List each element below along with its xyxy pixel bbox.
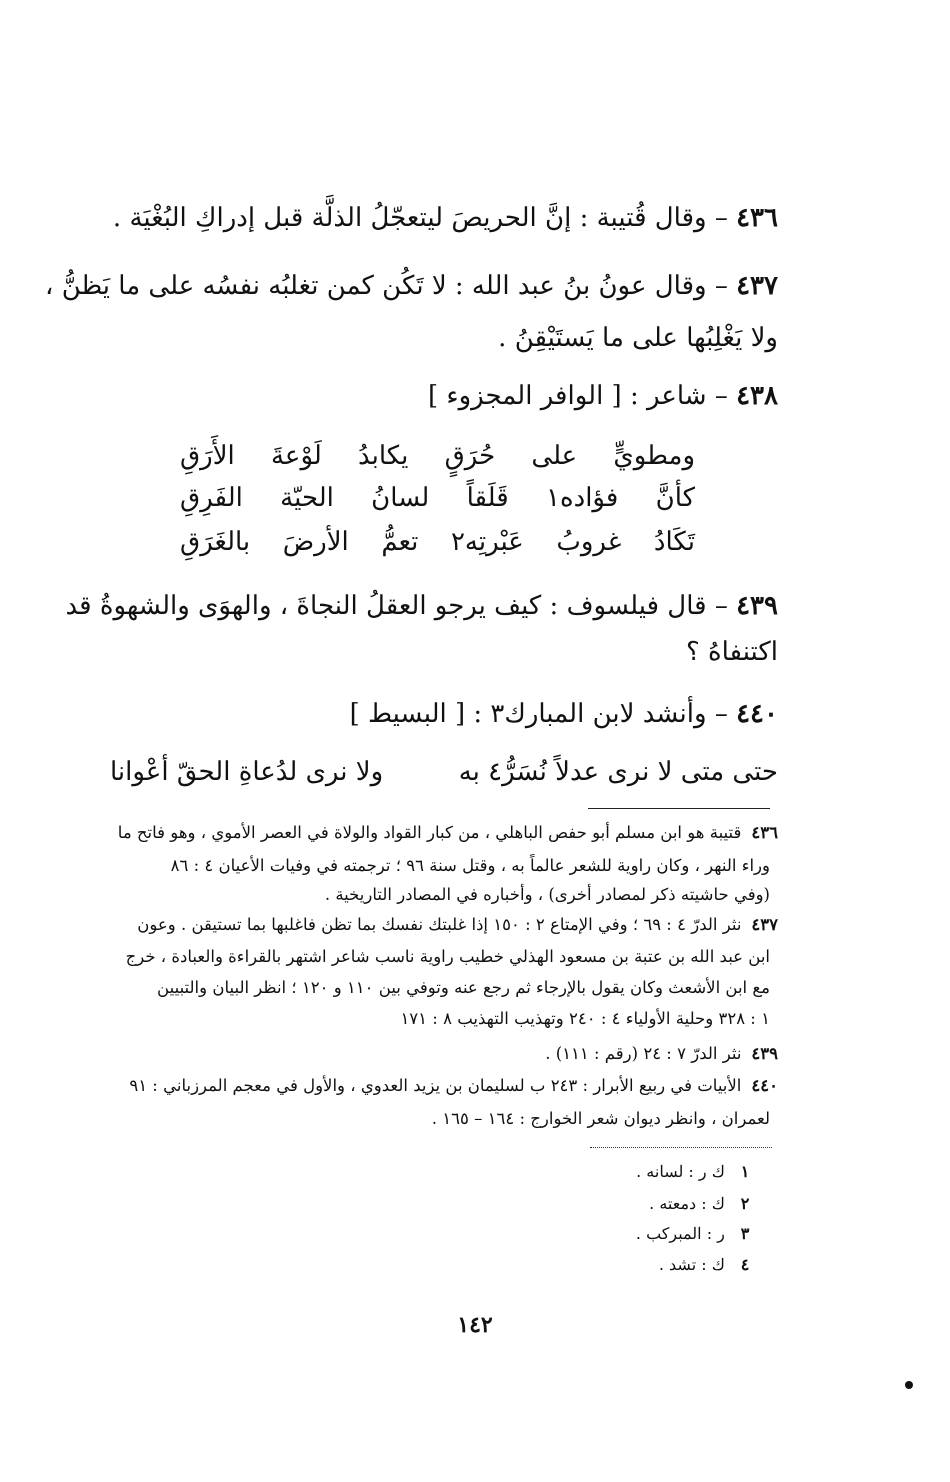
footnote-number: ٤٤٠ — [751, 1076, 778, 1095]
verse-word: تعمُّ — [381, 527, 419, 557]
variant-text: ر : المبركب . — [635, 1224, 725, 1243]
bayt-line — [110, 752, 778, 792]
footnote-437-line-1 — [110, 912, 778, 937]
entry-437-continued — [110, 320, 778, 356]
entry-number: ٤٣٧ — [736, 271, 778, 301]
footnote-text: ابن عبد الله بن عتبة بن مسعود الهذلي خطيب راوية ناسب شاعر اشتهر بالقراءة والعبادة ، خرج — [125, 947, 770, 966]
entry-number: ٤٣٩ — [736, 591, 778, 621]
verse-word: عَبْرتِه٢ — [450, 527, 524, 557]
verse-word: بالغَرَقِ — [180, 527, 251, 557]
verse-word: ومطويٍّ — [613, 441, 695, 471]
verse-word: الفَرِقِ — [180, 483, 243, 513]
footnote-number: ٤٣٦ — [751, 823, 778, 842]
footnote-436-line-3 — [110, 882, 770, 907]
verse-line-1 — [180, 436, 695, 476]
footnote-text: قتيبة هو ابن مسلم أبو حفص الباهلي ، من كبار القواد والولاة في العصر الأموي ، وهو فاتح ما — [117, 823, 742, 842]
footnote-436-line-2 — [110, 853, 770, 878]
verse-word: الحيّة — [280, 483, 334, 513]
footnote-text: الأبيات في ربيع الأبرار : ٢٤٣ ب لسليمان بن يزيد العدوي ، والأول في معجم المرزباني : ٩١ — [129, 1076, 742, 1095]
entry-439 — [65, 588, 778, 624]
entry-440 — [110, 696, 778, 732]
entry-number: ٤٤٠ — [736, 699, 778, 729]
verse-word: لَوْعةَ — [270, 441, 322, 471]
entry-text-line-2: ولا يَغْلِبُها على ما يَستَيْقِنُ . — [498, 323, 778, 353]
verse-line-2 — [180, 478, 695, 518]
footnote-436-line-1 — [110, 820, 778, 845]
footnote-text: ١ : ٣٢٨ وحلية الأولياء ٤ : ٢٤٠ وتهذيب التهذيب ٨ : ١٧١ — [400, 1009, 770, 1028]
entry-text-line-2: اكتنفاهُ ؟ — [685, 637, 778, 667]
footnote-text: مع ابن الأشعث وكان يقول بالإرجاء ثم رجع عنه وتوفي بين ١١٠ و ١٢٠ ؛ انظر البيان والتبيين — [157, 978, 770, 997]
entry-number: ٤٣٦ — [736, 203, 778, 233]
bayt-first-hemistich: حتى متى لا نرى عدلاً نُسَرُّ٤ به — [458, 757, 778, 787]
entry-438 — [110, 378, 778, 414]
entry-436 — [110, 200, 778, 236]
variant-number: ٤ — [740, 1255, 750, 1274]
variant-note — [560, 1251, 760, 1279]
footnote-437-line-4 — [110, 1006, 770, 1031]
footnote-437-line-3 — [110, 975, 770, 1000]
verse-word: الأرضَ — [282, 527, 349, 557]
entry-text-line-1: – قال فيلسوف : كيف يرجو العقلُ النجاةَ ، والهوَى والشهوةُ قد — [65, 591, 728, 621]
entry-text: – شاعر : [ الوافر المجزوء ] — [427, 381, 728, 411]
variant-note — [560, 1190, 760, 1218]
variant-number: ١ — [740, 1162, 750, 1181]
verse-word: حُرَقٍ — [444, 441, 496, 471]
verse-word: يكابدُ — [358, 441, 409, 471]
page-number: ١٤٢ — [457, 1312, 493, 1338]
verse-word: فؤاده١ — [546, 483, 619, 513]
verse-word: غروبُ — [556, 527, 622, 557]
entry-text: – وأنشد لابن المبارك٣ : [ البسيط ] — [349, 699, 728, 729]
verse-word: لسانُ — [371, 483, 430, 513]
verse-word: قَلَقاً — [466, 483, 509, 513]
verse-word: الأَرَقِ — [180, 441, 235, 471]
variant-number: ٣ — [740, 1224, 750, 1243]
entry-text-line-1: – وقال عونُ بنُ عبد الله : لا تَكُن كمن تغلبُه نفسُه على ما يَظنُّ ، — [45, 271, 728, 301]
entry-439-continued — [110, 634, 778, 670]
variants-separator — [590, 1147, 772, 1148]
entry-number: ٤٣٨ — [736, 381, 778, 411]
footnote-text: نثر الدرّ ٤ : ٦٩ ؛ وفي الإمتاع ٢ : ١٥٠ إذا غلبتك نفسك بما تظن فاغلبها بما تستيقن . وعون — [137, 915, 742, 934]
footnote-440-line-1 — [110, 1073, 778, 1098]
footnote-number: ٤٣٧ — [751, 915, 778, 934]
footnote-separator — [588, 808, 770, 809]
variant-number: ٢ — [740, 1194, 750, 1213]
footnote-440-line-2 — [110, 1106, 770, 1131]
entry-437 — [45, 268, 778, 304]
ink-speck — [905, 1381, 913, 1389]
variant-text: ك : تشد . — [658, 1255, 725, 1274]
verse-word: كأنَّ — [655, 483, 695, 513]
variant-note — [560, 1158, 760, 1186]
footnote-437-line-2 — [110, 944, 770, 969]
verse-word: على — [531, 441, 578, 471]
variant-text: ك : دمعته . — [649, 1194, 725, 1213]
footnote-text: (وفي حاشيته ذكر لمصادر أخرى) ، وأخباره في المصادر التاريخية . — [324, 885, 770, 904]
entry-text: – وقال قُتيبة : إنَّ الحريصَ ليتعجّلُ الذلَّة قبل إدراكِ البُغْيَة . — [112, 203, 728, 233]
verse-word: تَكَادُ — [653, 527, 695, 557]
verse-line-3 — [180, 522, 695, 562]
footnote-439 — [110, 1041, 778, 1066]
variant-note — [560, 1220, 760, 1248]
footnote-text: نثر الدرّ ٧ : ٢٤ (رقم : ١١١) . — [545, 1044, 742, 1063]
footnote-text: وراء النهر ، وكان راوية للشعر عالماً به ، وقتل سنة ٩٦ ؛ ترجمته في وفيات الأعيان ٤ : ٨٦ — [170, 856, 770, 875]
bayt-second-hemistich: ولا نرى لدُعاةِ الحقّ أعْوانا — [110, 757, 384, 787]
variant-text: ك ر : لسانه . — [636, 1162, 725, 1181]
footnote-text: لعمران ، وانظر ديوان شعر الخوارج : ١٦٤ – ١٦٥ . — [431, 1109, 770, 1128]
footnote-number: ٤٣٩ — [751, 1044, 778, 1063]
